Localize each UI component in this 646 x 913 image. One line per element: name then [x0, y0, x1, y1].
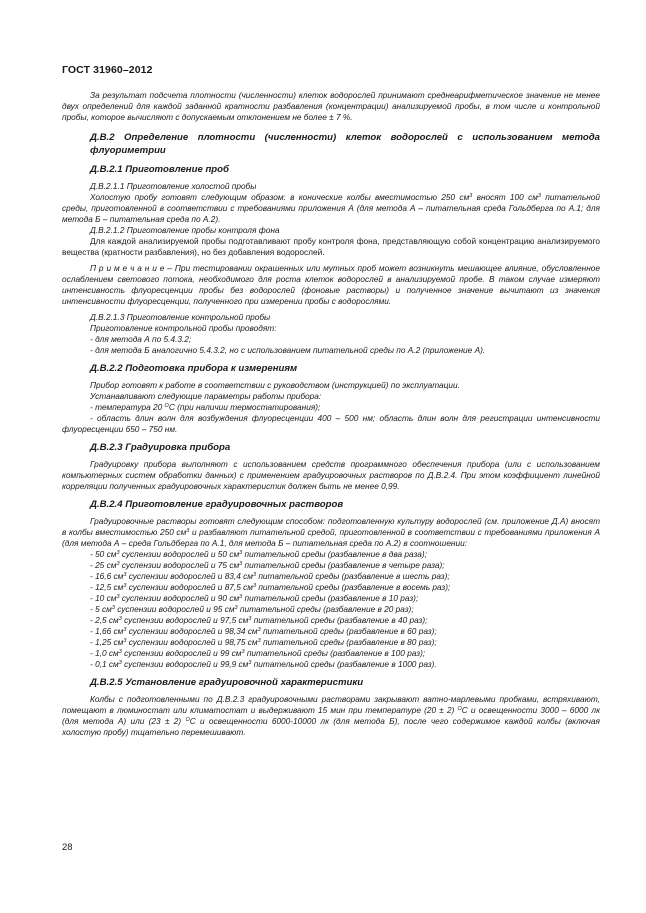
list-item — [62, 582, 600, 593]
text: - 10 см — [90, 593, 117, 603]
list-item — [62, 637, 600, 648]
text: суспензии водорослей и 98,34 см — [126, 626, 258, 636]
text: суспензии водорослей и 87,5 см — [126, 582, 253, 592]
text: С и освещенности 6000-10000 лк (для метода Б), после чего содержимое каждой колбы (включая холостую пробу) тщательно перемешивают. — [62, 716, 600, 737]
text: - 25 см — [90, 560, 117, 570]
superscript: 3 — [111, 605, 115, 611]
text: суспензии водорослей и 75 см — [119, 560, 240, 570]
text: суспензии водорослей и 98,75 см — [126, 637, 258, 647]
section-heading-d-b-2: Д.В.2 Определение плотности (численности) клеток водорослей с использованием метода флуориметрии — [90, 132, 600, 156]
text: питательной среды (разбавление в 100 раз); — [244, 648, 426, 658]
superscript: 3 — [239, 550, 243, 556]
note-paragraph: П р и м е ч а н и е – При тестировании окрашенных или мутных проб может возникнуть мешающее влияние, обусловленное ослаблением светового потока, необходимого для роста клеток водорослей в анализируемой пробе. В таком случае измеряют интенсивность флуоресценции пробы без водорослей (фоновые растворы) и полученное значение вычитают из значения интенсивности флуоресценции, полученного при измерении пробы с водорослями. — [62, 263, 600, 306]
paragraph-background-control: Для каждой анализируемой пробы подготавливают пробу контроля фона, представляющую собой концентрацию анализируемого вещества (кратности разбавления), но без добавления водорослей. — [62, 236, 600, 257]
list-item — [62, 402, 600, 413]
superscript: 3 — [234, 605, 238, 611]
superscript: 3 — [252, 583, 257, 589]
text: суспензии водорослей и 50 см — [119, 549, 240, 559]
superscript: 3 — [241, 649, 245, 655]
list-item — [62, 626, 600, 637]
text: суспензии водорослей и 83,4 см — [126, 571, 253, 581]
subsection-heading-d-b-2-3: Д.В.2.3 Градуировка прибора — [90, 442, 231, 453]
text: и разбавляют питательной средой, приготовленной в соответствии с требованиями приложения А (для метода А – среда Гольдберга по А.1, для метода Б – питательная среда по А.2) в соотношении: — [62, 527, 600, 548]
paragraph: Устанавливают следующие параметры работы прибора: — [90, 391, 322, 401]
list-item — [62, 659, 600, 670]
superscript: 3 — [257, 627, 261, 633]
list-item: - область длин волн для возбуждения флуоресценции 400 – 500 нм; область длин волн для регистрации интенсивности флуоресценции 650 – 750 нм. — [62, 413, 600, 434]
list-item — [62, 571, 600, 582]
text: питательной среды (разбавление в 80 раз); — [260, 637, 437, 647]
text: питательной среды (разбавление в четыре раза); — [242, 560, 445, 570]
superscript: 3 — [239, 594, 243, 600]
subsection-heading-d-b-2-4: Д.В.2.4 Приготовление градуировочных растворов — [90, 499, 344, 510]
paragraph: Градуировку прибора выполняют с использованием средств программного обеспечения прибора (или с использованием компьютерных систем обработки данных) с применением градуировочных растворов по Д.В.2.4. При этом коэффициент линейной корреляции полученных градуировочных характеристик должен быть не менее 0,99. — [62, 459, 600, 491]
text: С и освещенности 3000 – 6000 лк (для метода А) или (23 ± 2) — [62, 705, 600, 726]
list-item: - для метода Б аналогично 5.4.3.2, но с использованием питательной среды по А.2 (приложение А). — [90, 345, 486, 355]
text: Градуировочные растворы готовят следующим способом: подготовленную культуру водорослей (см. приложение Д.А) вносят в колбы вместимостью 250 см — [62, 516, 600, 537]
superscript: О — [164, 403, 169, 409]
superscript: 3 — [469, 193, 473, 199]
paragraph: Прибор готовят к работе в соответствии с руководством (инструкцией) по эксплуатации. — [90, 380, 460, 390]
superscript: 3 — [239, 561, 243, 567]
dilution-list — [62, 549, 600, 670]
text: суспензии водорослей и 99,9 см — [121, 659, 249, 669]
clause-label: Д.В.2.1.3 Приготовление контрольной пробы — [90, 312, 271, 322]
text: питательной среды (разбавление в 20 раз); — [237, 604, 414, 614]
text: - 16,6 см — [90, 571, 124, 581]
text: - 2,5 см — [90, 615, 119, 625]
superscript: О — [185, 717, 190, 723]
subsection-heading-d-b-2-5: Д.В.2.5 Установление градуировочной характеристики — [90, 677, 364, 688]
list-item — [62, 593, 600, 604]
text: суспензии водорослей и 99 см — [121, 648, 242, 658]
superscript: 3 — [123, 627, 127, 633]
superscript: 3 — [116, 550, 120, 556]
superscript: О — [457, 706, 462, 712]
text: питательной среды (разбавление в 1000 раз). — [251, 659, 437, 669]
text: - 12,5 см — [90, 582, 124, 592]
text: С (при наличии термостатирования); — [168, 402, 321, 412]
clause-label: Д.В.2.1.1 Приготовление холостой пробы — [90, 181, 257, 191]
clause-label: Д.В.2.1.2 Приготовление пробы контроля фона — [90, 225, 280, 235]
superscript: 3 — [186, 528, 190, 534]
text: - 1,66 см — [90, 626, 124, 636]
intro-paragraph: За результат подсчета плотности (численности) клеток водорослей принимают среднеарифметическое значение не менее двух определений для каждой заданной кратности разбавления (концентрации) анализируемой пробы, в том числе и контрольной пробы, которое вычисляют с допускаемым отклонением не более ± 7 %. — [62, 90, 600, 122]
subsection-heading-d-b-2-2: Д.В.2.2 Подготовка прибора к измерениям — [90, 363, 298, 374]
superscript: 3 — [248, 660, 252, 666]
paragraph-control-sample: Приготовление контрольной пробы проводят: — [90, 323, 277, 333]
text: питательной среды (разбавление в 10 раз); — [242, 593, 419, 603]
list-item — [62, 648, 600, 659]
text: питательной среды (разбавление в 40 раз); — [251, 615, 428, 625]
text: питательной среды (разбавление в 60 раз); — [260, 626, 437, 636]
list-item — [62, 549, 600, 560]
superscript: 3 — [123, 572, 127, 578]
text: - 5 см — [90, 604, 112, 614]
superscript: 3 — [118, 660, 122, 666]
text: суспензии водорослей и 97,5 см — [121, 615, 249, 625]
text: вносят 100 см — [472, 192, 538, 202]
text: питательной среды (разбавление в шесть раз); — [256, 571, 450, 581]
page-number: 28 — [62, 842, 73, 853]
subsection-heading-d-b-2-1: Д.В.2.1 Приготовление проб — [90, 164, 229, 175]
text: питательной среды, приготовленной в соответствии с требованиями приложения А (для метода А – питательная среда Гольдберга по А.1; для метода Б – питательная среда по А.2). — [62, 192, 600, 224]
document-header: ГОСТ 31960–2012 — [62, 64, 153, 76]
superscript: 3 — [248, 616, 252, 622]
superscript: 3 — [252, 572, 257, 578]
text: суспензии водорослей и 90 см — [119, 593, 240, 603]
list-item — [62, 604, 600, 615]
superscript: 3 — [123, 638, 127, 644]
document-body — [62, 90, 600, 738]
text: Холостую пробу готовят следующим образом: в конические колбы вместимостью 250 см — [90, 192, 470, 202]
text: Колбы с подготовленными по Д.В.2.3 градуировочными растворами закрывают ватно-марлевыми пробками, встряхивают, помещают в люминостат или климатостат и выдерживают 15 мин при температуре (20 ± 2) — [62, 694, 600, 715]
superscript: 3 — [118, 649, 122, 655]
list-item — [62, 560, 600, 571]
superscript: 3 — [116, 594, 120, 600]
text: - 1,25 см — [90, 637, 124, 647]
superscript: 3 — [118, 616, 122, 622]
text: питательной среды (разбавление в восемь раз); — [256, 582, 451, 592]
superscript: 3 — [257, 638, 261, 644]
superscript: 3 — [537, 193, 541, 199]
paragraph — [62, 694, 600, 738]
superscript: 3 — [116, 561, 120, 567]
paragraph — [62, 516, 600, 549]
text: - 1,0 см — [90, 648, 119, 658]
list-item: - для метода А по 5.4.3.2; — [90, 334, 192, 344]
text: суспензии водорослей и 95 см — [114, 604, 235, 614]
superscript: 3 — [123, 583, 127, 589]
text: - температура 20 — [90, 402, 165, 412]
text: - 50 см — [90, 549, 117, 559]
text: питательной среды (разбавление в два раза); — [242, 549, 427, 559]
text: - 0,1 см — [90, 659, 119, 669]
paragraph-blank-sample — [62, 192, 600, 225]
list-item — [62, 615, 600, 626]
